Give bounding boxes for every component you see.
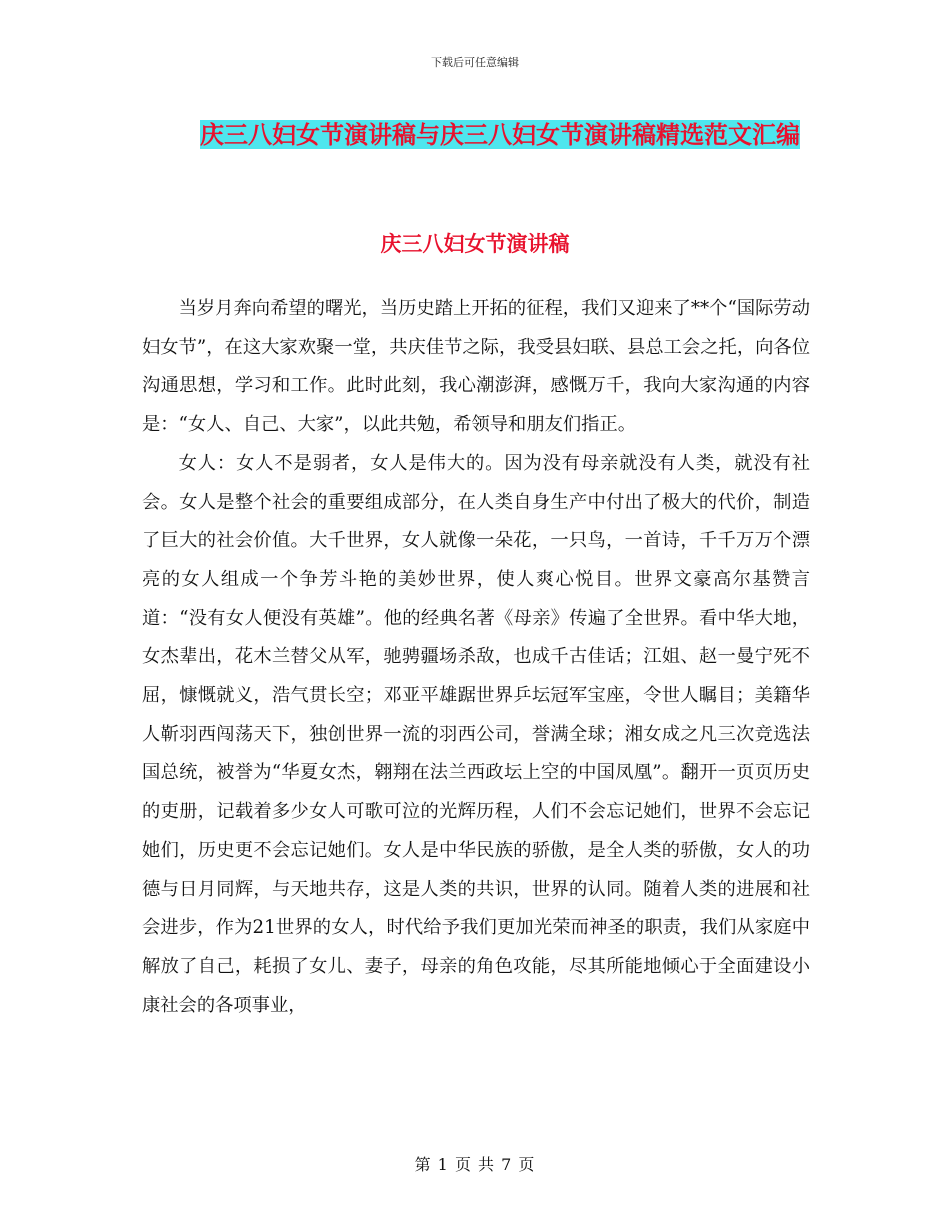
paragraph: 当岁月奔向希望的曙光，当历史踏上开拓的征程，我们又迎来了**个“国际劳动妇女节”，在这大家欢聚一堂，共庆佳节之际，我受县妇联、县总工会之托，向各位沟通思想，学习和工作。此时此刻，我心潮澎湃，感慨万千，我向大家沟通的内容是：“女人、自己、大家”，以此共勉，希领导和朋友们指正。 <box>142 298 810 436</box>
paragraph: 女人：女人不是弱者，女人是伟大的。因为没有母亲就没有人类，就没有社会。女人是整个社会的重要组成部分，在人类自身生产中付出了极大的代价，制造了巨大的社会价值。大千世界，女人就像一朵花，一只鸟，一首诗，千千万万个漂亮的女人组成一个争芳斗艳的美妙世界，使人爽心悦目。世界文豪高尔基赞言道：“没有女人便没有英雄”。他的经典名著《母亲》传遍了全世界。看中华大地，女杰辈出，花木兰替父从军，驰骋疆场杀敌，也成千古佳话；江姐、赵一曼宁死不屈，慷慨就义，浩气贯长空；邓亚平雄踞世界乒坛冠军宝座，令世人瞩目；美籍华人靳羽西闯荡天下，独创世界一流的羽西公司，誉满全球；湘女成之凡三次竞选法国总统，被誉为“华夏女杰，翱翔在法兰西政坛上空的中国凤凰”。翻开一页页历史的吏册，记载着多少女人可歌可泣的光辉历程，人们不会忘记她们，世界不会忘记她们，历史更不会忘记她们。女人是中华民族的骄傲，是全人类的骄傲，女人的功德与日月同辉，与天地共存，这是人类的共识，世界的认同。随着人类的进展和社会进步，作为21世界的女人，时代给予我们更加光荣而神圣的职责，我们从家庭中解放了自己，耗损了女儿、妻子，母亲的角色攻能，尽其所能地倾心于全面建设小康社会的各项事业， <box>142 452 810 1016</box>
page-footer: 第 1 页 共 7 页 <box>414 1155 536 1174</box>
body-text <box>142 290 810 1025</box>
section-title: 庆三八妇女节演讲稿 <box>380 231 570 256</box>
header-note: 下载后可任意编辑 <box>431 56 519 69</box>
document-title <box>140 112 860 158</box>
document-title-text: 庆三八妇女节演讲稿与庆三八妇女节演讲稿精选范文汇编 <box>200 120 800 149</box>
